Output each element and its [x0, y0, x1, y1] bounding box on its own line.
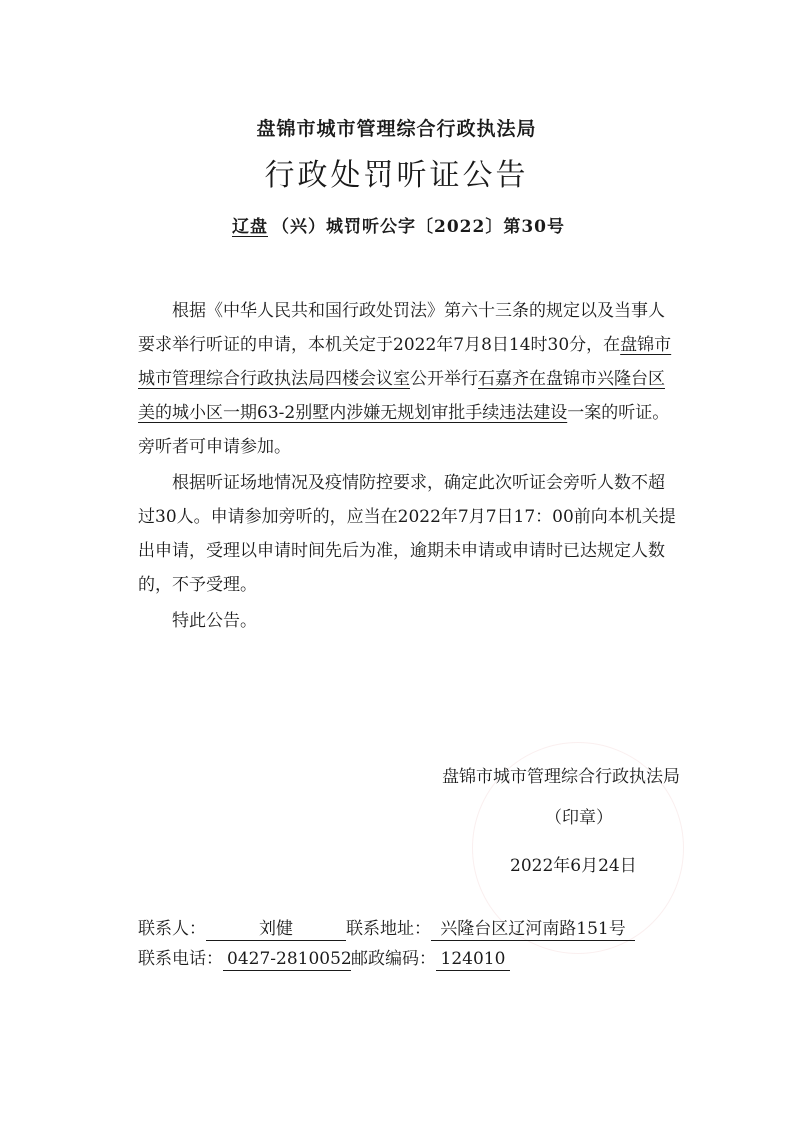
notice-body: [138, 294, 678, 638]
contact-postcode-value: 124010: [436, 948, 510, 971]
document-title: 行政处罚听证公告: [264, 158, 529, 193]
paragraph-text: 公开举行: [410, 369, 478, 389]
signature-agency: 盘锦市城市管理综合行政执法局: [442, 767, 680, 787]
contact-address-label: 联系地址：: [346, 919, 431, 939]
case-description: 石嘉齐在盘锦市兴隆台区美的城小区一期63-2别墅内涉嫌无规划审批手续违法建设: [138, 369, 665, 423]
contact-phone-value: 0427-2810052: [223, 948, 351, 971]
paragraph-closing: 特此公告。: [172, 611, 257, 631]
seal-label: （印章）: [545, 808, 613, 828]
signature-date: 2022年6月24日: [510, 856, 637, 876]
paragraph-attendance-rules: 根据听证场地情况及疫情防控要求，确定此次听证会旁听人数不超过30人。申请参加旁听的，应当在2022年7月7日17：00前向本机关提出申请，受理以申请时间先后为准，逾期未申请或申请时已达规定人数的，不予受理。: [138, 473, 676, 595]
contact-postcode-label: 邮政编码：: [351, 949, 436, 969]
paragraph-text: 根据《中华人民共和国行政处罚法》第六十三条的规定以及当事人要求举行听证的申请，本机关定于2022年7月8日14时30分，在: [138, 301, 665, 355]
contact-person-value: 刘健: [206, 918, 346, 941]
paragraph-text: 一案的听证。旁听者可申请参加。: [138, 403, 670, 457]
contact-person-label: 联系人：: [138, 919, 206, 939]
contact-row-phone-postcode: [138, 944, 510, 971]
document-number-prefix: 辽盘: [232, 217, 268, 237]
contact-row-person-address: [138, 914, 635, 941]
contact-address-value: 兴隆台区辽河南路151号: [431, 918, 635, 941]
issuing-agency-heading: 盘锦市城市管理综合行政执法局: [256, 118, 537, 140]
hearing-location: 盘锦市城市管理综合行政执法局四楼会议室: [138, 335, 672, 389]
document-number: [0, 212, 793, 237]
paragraph-hearing-details: [138, 294, 678, 464]
document-number-rest: （兴）城罚听公字〔2022〕第30号: [272, 217, 565, 237]
contact-phone-label: 联系电话：: [138, 949, 223, 969]
